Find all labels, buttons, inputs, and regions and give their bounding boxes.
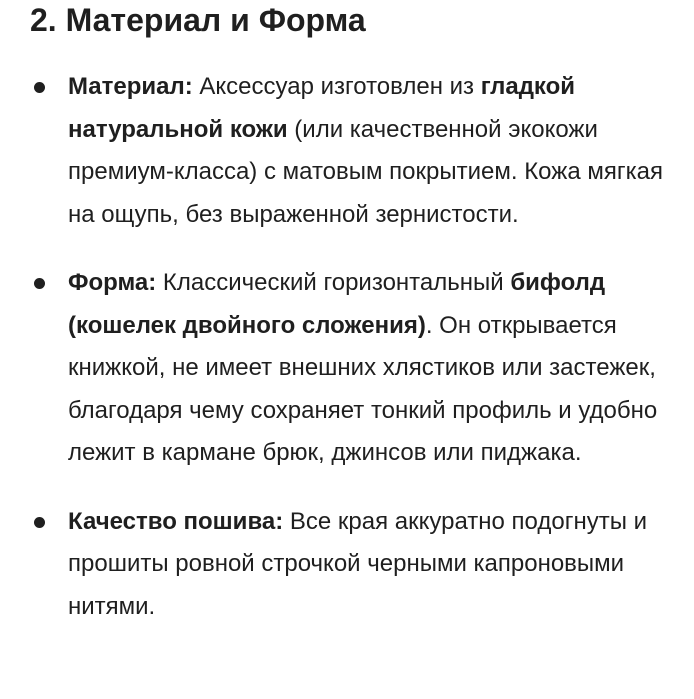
item-emphasis: бифолд (кошелек двойного сложения) [68, 269, 606, 339]
bullet-list [0, 66, 694, 628]
bullet-icon [34, 82, 45, 93]
bullet-icon [34, 278, 45, 289]
list-item-quality [0, 501, 694, 629]
list-item-material [0, 66, 694, 236]
item-term: Материал: [68, 73, 193, 100]
section-heading: 2. Материал и Форма [30, 2, 366, 38]
item-term: Качество пошива: [68, 507, 284, 535]
bullet-icon [34, 517, 45, 528]
item-text: Классический горизонтальный [156, 269, 511, 296]
item-text: Аксессуар изготовлен из [192, 73, 481, 100]
list-item-form [0, 262, 694, 475]
item-text-tail: (или качественной экокожи премиум-класса) с матовым покрытием. Кожа мягкая на ощупь, без выраженной зернистости. [68, 115, 663, 228]
item-text-tail: . Он открывается книжкой, не имеет внешних хлястиков или застежек, благодаря чему сохраняет тонкий профиль и удобно лежит в кармане брюк, джинсов или пиджака. [68, 311, 658, 466]
item-term: Форма: [68, 269, 157, 296]
item-text: Все края аккуратно подогнуты и прошиты ровной строчкой черными капроновыми нитями. [68, 507, 648, 620]
item-emphasis: гладкой натуральной кожи [68, 73, 576, 143]
